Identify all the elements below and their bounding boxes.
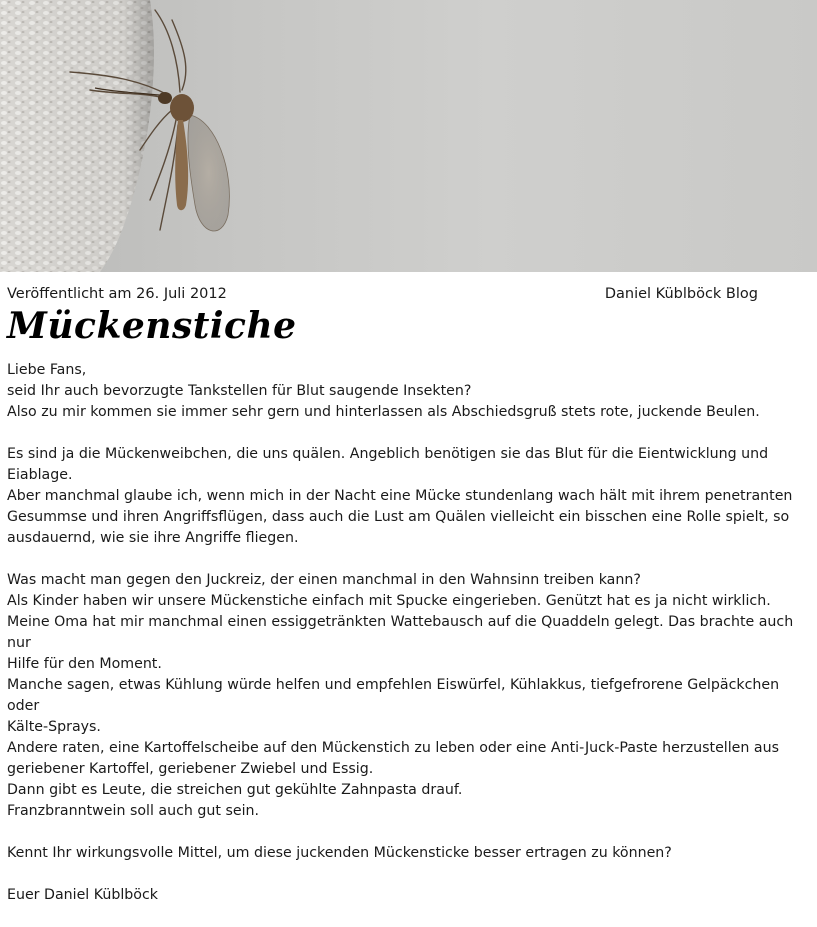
blog-name: Daniel Küblböck Blog	[604, 286, 758, 302]
paragraph-remedies	[7, 570, 812, 822]
text-line: Meine Oma hat mir manchmal einen essiggetränkten Wattebausch auf die Quaddeln gelegt. Das brachte auch nur	[7, 614, 794, 651]
text-line: Franzbranntwein soll auch gut sein.	[7, 803, 260, 819]
text-line: Aber manchmal glaube ich, wenn mich in der Nacht eine Mücke stundenlang wach hält mit ihrem penetranten	[7, 488, 793, 504]
paragraph-greeting	[7, 360, 812, 423]
text-line: Kennt Ihr wirkungsvolle Mittel, um diese juckenden Mückensticke besser ertragen zu können?	[7, 845, 672, 861]
text-line: seid Ihr auch bevorzugte Tankstellen für Blut saugende Insekten?	[7, 383, 472, 399]
text-line: Andere raten, eine Kartoffelscheibe auf den Mückenstich zu leben oder eine Anti-Juck-Paste herzustellen aus	[7, 740, 779, 756]
mosquito-photo-illustration	[0, 0, 817, 272]
text-line: Gesummse und ihren Angriffsflügen, dass auch die Lust am Quälen vielleicht ein bisschen eine Rolle spielt, so	[7, 509, 790, 525]
text-line: Hilfe für den Moment.	[7, 656, 162, 672]
text-line: Manche sagen, etwas Kühlung würde helfen und empfehlen Eiswürfel, Kühlakkus, tiefgefrorene Gelpäckchen oder	[7, 677, 780, 714]
paragraph-females	[7, 444, 812, 549]
text-line: geriebener Kartoffel, geriebener Zwiebel und Essig.	[7, 761, 374, 777]
published-date: Veröffentlicht am 26. Juli 2012	[7, 286, 227, 302]
text-line: Was macht man gegen den Juckreiz, der einen manchmal in den Wahnsinn treiben kann?	[7, 572, 641, 588]
text-line: Also zu mir kommen sie immer sehr gern und hinterlassen als Abschiedsgruß stets rote, juckende Beulen.	[7, 404, 760, 420]
text-line: Es sind ja die Mückenweibchen, die uns quälen. Angeblich benötigen sie das Blut für die Eientwicklung und Eiablage.	[7, 446, 769, 483]
paragraph-signature	[7, 885, 812, 906]
text-line: Liebe Fans,	[7, 362, 87, 378]
post-meta	[7, 284, 758, 304]
post-title: Mückenstiche	[7, 305, 297, 347]
text-line: Als Kinder haben wir unsere Mückenstiche einfach mit Spucke eingerieben. Genützt hat es ja nicht wirklich.	[7, 593, 771, 609]
text-line: Dann gibt es Leute, die streichen gut gekühlte Zahnpasta drauf.	[7, 782, 463, 798]
header-photo	[0, 0, 817, 272]
signature: Euer Daniel Küblböck	[7, 887, 158, 903]
paragraph-question	[7, 843, 812, 864]
text-line: ausdauernd, wie sie ihre Angriffe fliegen.	[7, 530, 299, 546]
text-line: Kälte-Sprays.	[7, 719, 101, 735]
post-body	[7, 360, 812, 927]
